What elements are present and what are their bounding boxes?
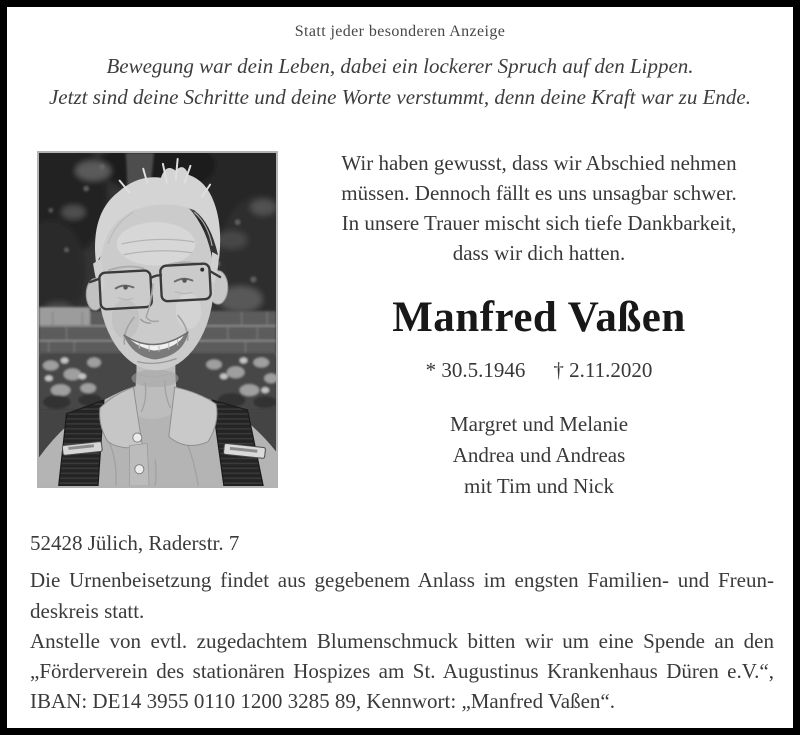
tribute-line: dass wir dich hatten. (452, 241, 626, 265)
deceased-name: Manfred Vaßen (392, 294, 686, 341)
donation-info-line: Anstelle von evtl. zugedachtem Blumenschmuck bitten wir um eine Spende an den (30, 629, 774, 653)
epigraph (0, 51, 800, 113)
life-dates (300, 357, 778, 383)
address-line: 52428 Jülich, Raderstr. 7 (30, 531, 240, 555)
funeral-info-line: Die Urnenbeisetzung findet aus gegebenem Anlass im engsten Familien- und Freun- (30, 568, 774, 592)
portrait-photo (37, 151, 278, 488)
announcement-column (300, 144, 778, 502)
portrait-illustration (39, 153, 276, 486)
tribute-line: In unsere Trauer mischt sich tiefe Dankbarkeit, (341, 211, 737, 235)
tribute-text (300, 148, 778, 268)
mourner-line: mit Tim und Nick (464, 474, 614, 498)
epigraph-line: Jetzt sind deine Schritte und deine Worte verstummt, denn deine Kraft war zu Ende. (48, 85, 752, 109)
donation-info-line: „Förderverein des stationären Hospizes am St. Augustinus Krankenhaus Düren e.V.“, (30, 659, 774, 683)
death-date: † 2.11.2020 (553, 358, 653, 382)
birth-date: * 30.5.1946 (425, 358, 526, 382)
funeral-info (30, 565, 774, 627)
epigraph-line: Bewegung war dein Leben, dabei ein lockerer Spruch auf den Lippen. (106, 54, 694, 78)
funeral-info-line: deskreis statt. (30, 599, 145, 623)
donation-info (30, 626, 774, 716)
tribute-line: Wir haben gewusst, dass wir Abschied nehmen (341, 151, 737, 175)
mourner-line: Andrea und Andreas (452, 443, 626, 467)
preline-text: Statt jeder besonderen Anzeige (294, 23, 506, 40)
donation-info-line: IBAN: DE14 3955 0110 1200 3285 89, Kennwort: „Manfred Vaßen“. (30, 689, 615, 713)
mourners-list (300, 409, 778, 502)
mourner-line: Margret und Melanie (449, 412, 629, 436)
tribute-line: müssen. Dennoch fällt es uns unsagbar schwer. (341, 181, 737, 205)
